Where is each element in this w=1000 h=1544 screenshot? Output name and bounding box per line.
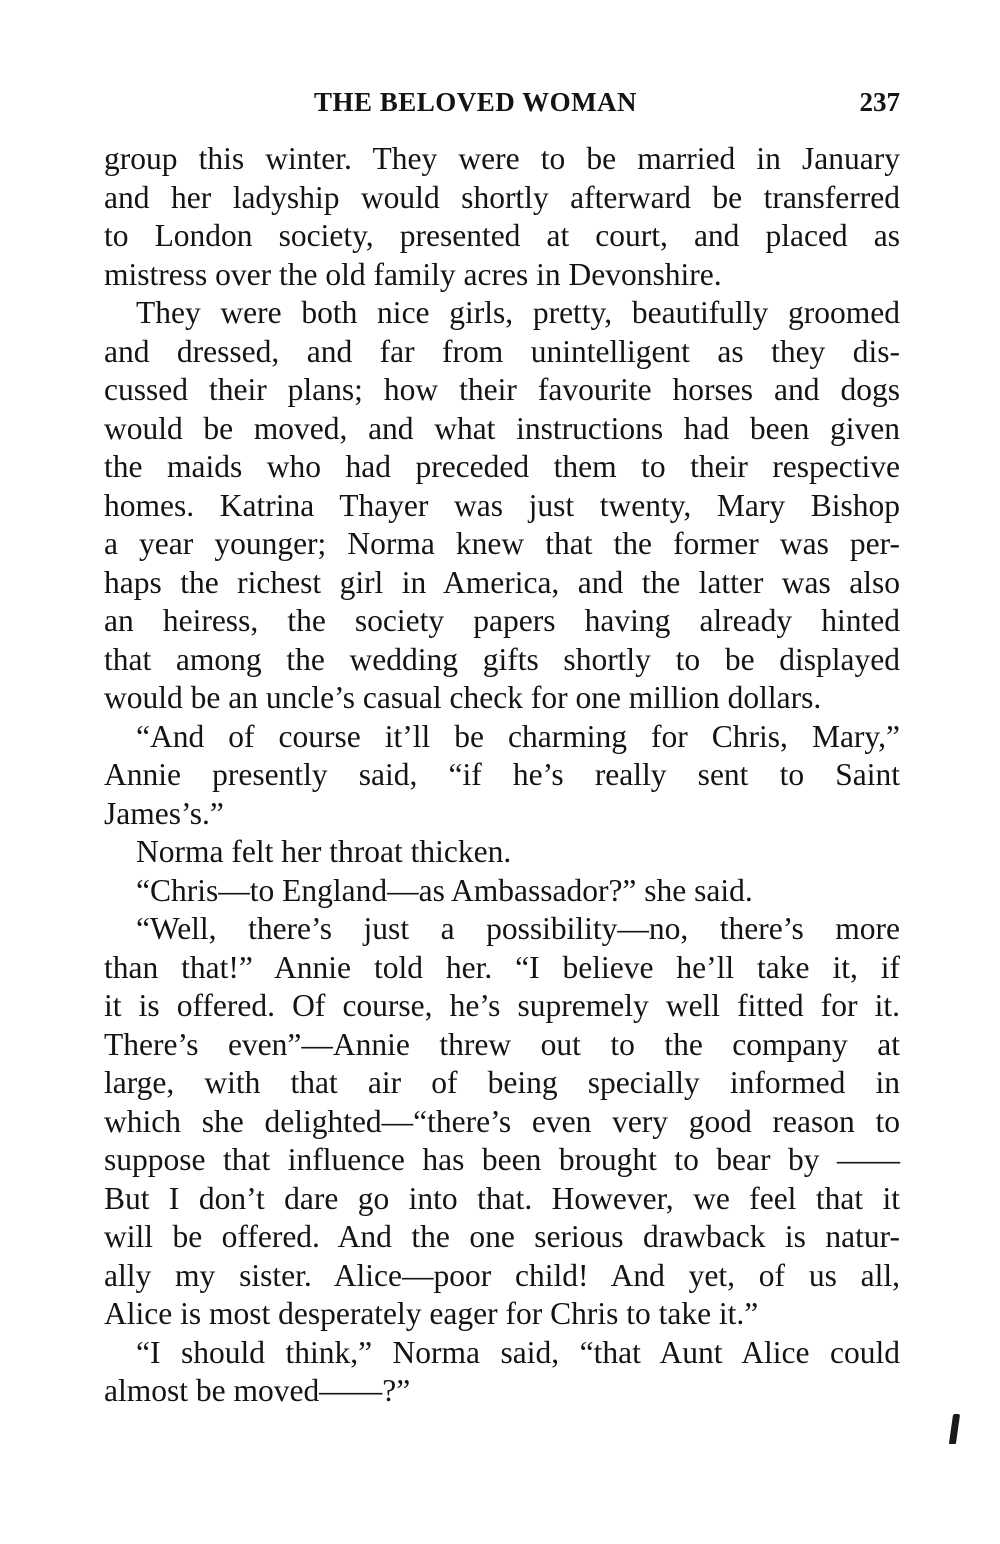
text-line: Alice is most desperately eager for Chris to take it.” (104, 1296, 759, 1331)
text-line: the maids who had preceded them to their respective (104, 449, 900, 484)
text-line: almost be moved——?” (104, 1373, 411, 1408)
text-line: homes. Katrina Thayer was just twenty, Mary Bishop (104, 487, 900, 523)
text-line: “And of course it’ll be charming for Chris, Mary,” (136, 718, 900, 754)
text-line: ally my sister. Alice—poor child! And yet, of us all, (104, 1257, 900, 1293)
text-line: an heiress, the society papers having already hinted (104, 603, 900, 638)
text-line: to London society, presented at court, and placed as (104, 218, 900, 253)
body-text (104, 140, 900, 1411)
text-line: group this winter. They were to be married in January (104, 141, 900, 176)
text-line: mistress over the old family acres in Devonshire. (104, 256, 722, 292)
running-title: THE BELOVED WOMAN (314, 87, 638, 117)
text-line: cussed their plans; how their favourite horses and dogs (104, 372, 900, 407)
text-line: will be offered. And the one serious drawback is natur- (104, 1219, 900, 1254)
text-line: They were both nice girls, pretty, beautifully groomed (136, 295, 900, 330)
text-line: and her ladyship would shortly afterward be transferred (104, 179, 900, 215)
text-line: “I should think,” Norma said, “that Aunt Alice could (136, 1334, 900, 1370)
text-line: large, with that air of being specially informed in (104, 1065, 900, 1100)
text-line: But I don’t dare go into that. However, we feel that it (104, 1180, 900, 1216)
running-header (104, 82, 900, 122)
text-line: Annie presently said, “if he’s really sent to Saint (104, 757, 900, 792)
text-line: than that!” Annie told her. “I believe he’ll take it, if (104, 949, 900, 985)
page-number: 237 (859, 87, 900, 117)
text-line: which she delighted—“there’s even very good reason to (104, 1103, 900, 1139)
text-line: would be an uncle’s casual check for one million dollars. (104, 680, 822, 715)
text-line: “Well, there’s just a possibility—no, there’s more (136, 911, 900, 946)
text-line: Norma felt her throat thicken. (136, 834, 512, 869)
text-line: would be moved, and what instructions had been given (104, 410, 900, 446)
text-line: it is offered. Of course, he’s supremely well fitted for it. (104, 988, 900, 1023)
ink-mark (949, 1414, 960, 1444)
text-line: haps the richest girl in America, and the latter was also (104, 564, 900, 600)
text-line: There’s even”—Annie threw out to the company at (104, 1026, 900, 1062)
text-line: suppose that influence has been brought to bear by —— (104, 1142, 900, 1177)
text-line: and dressed, and far from unintelligent as they dis- (104, 333, 900, 369)
text-line: a year younger; Norma knew that the former was per- (104, 526, 900, 561)
text-line: “Chris—to England—as Ambassador?” she said. (136, 872, 753, 908)
text-line: that among the wedding gifts shortly to be displayed (104, 641, 900, 677)
text-line: James’s.” (104, 795, 224, 831)
